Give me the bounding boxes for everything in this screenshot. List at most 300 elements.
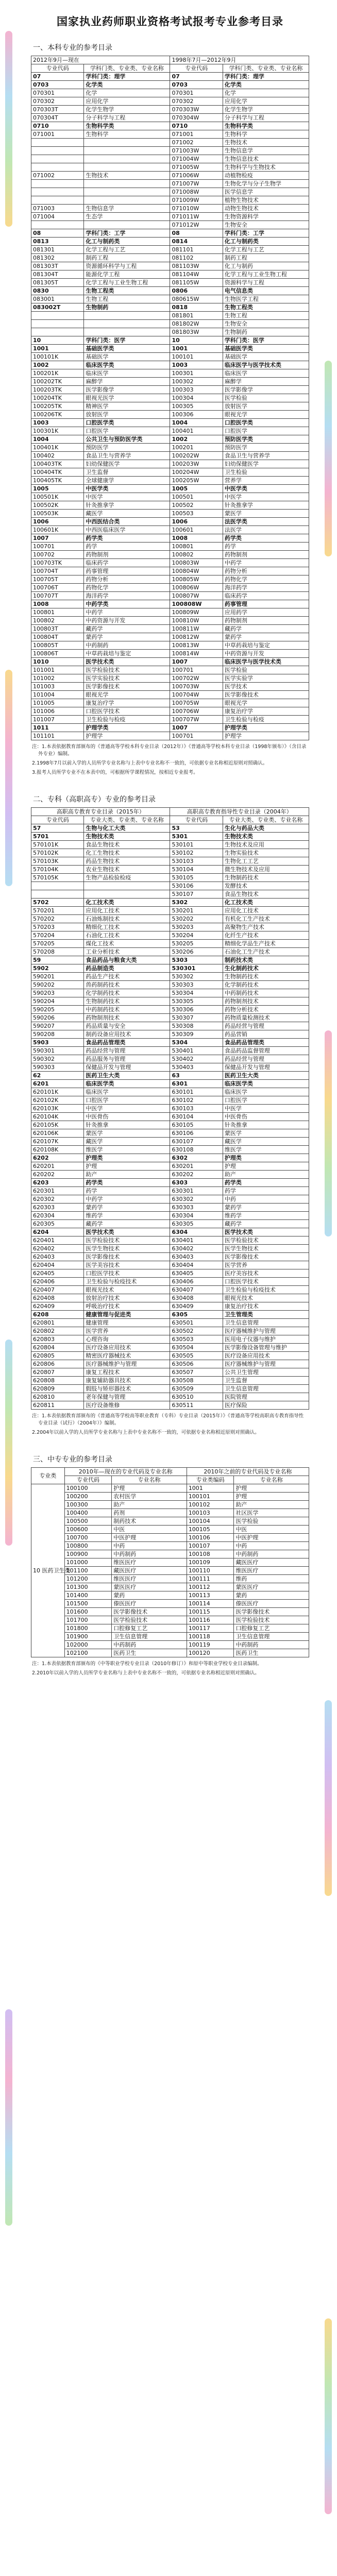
table-row: [31, 1030, 309, 1039]
code-cell: 100802: [31, 617, 84, 625]
name-cell: 应用化学: [223, 97, 309, 106]
code-cell: 100104: [187, 1517, 234, 1526]
name-cell: 医学美容技术: [84, 1261, 170, 1269]
table-row: [31, 238, 309, 246]
table-row: [31, 824, 309, 833]
table-row: [31, 567, 309, 575]
table-row: [31, 1006, 309, 1014]
name-cell: 中西医临床医学: [84, 526, 170, 534]
code-cell: 630302: [170, 1195, 223, 1204]
code-cell: [31, 155, 84, 163]
code-cell: 630511: [170, 1401, 223, 1410]
code-cell: 620401: [31, 1236, 84, 1245]
code-cell: 100801: [31, 608, 84, 617]
name-cell: 中药学: [84, 1195, 170, 1204]
name-cell: 药学: [84, 1187, 170, 1195]
name-cell: 医学影像技术: [223, 1253, 309, 1261]
name-cell: 化学: [84, 89, 170, 97]
code-cell: 071011W: [170, 213, 223, 221]
name-cell: 学科门类：医学: [223, 336, 309, 345]
name-cell: 高聚物生产技术: [223, 923, 309, 931]
code-cell: 071012W: [170, 221, 223, 229]
name-cell: 中医: [112, 1526, 187, 1534]
name-cell: 中药资源与开发: [84, 617, 170, 625]
name-cell: 藏药学: [84, 625, 170, 633]
code-cell: 100110: [187, 1567, 234, 1575]
code-cell: 100805W: [170, 575, 223, 584]
code-cell: [31, 890, 84, 899]
code-cell: 071002: [170, 139, 223, 147]
name-cell: 生物技术类: [223, 833, 309, 841]
name-cell: 蒙药学: [84, 1204, 170, 1212]
code-cell: 102000: [64, 1641, 112, 1649]
code-cell: 590301: [31, 1047, 84, 1055]
code-cell: 1003: [170, 361, 223, 369]
code-cell: 530203: [170, 923, 223, 931]
code-cell: 100202TK: [31, 378, 84, 386]
name-cell: 化工与制药: [223, 262, 309, 270]
table-row: [31, 1368, 309, 1377]
name-cell: 公共卫生与预防医学类: [84, 435, 170, 444]
code-cell: 53: [170, 824, 223, 833]
table-row: [31, 633, 309, 641]
name-cell: 临床医学类: [84, 1080, 170, 1088]
table-row: [31, 81, 309, 89]
code-cell: 570105K: [31, 874, 84, 882]
code-cell: 57: [31, 824, 84, 833]
table-row: [31, 1542, 309, 1550]
name-cell: 中药制药技术: [223, 989, 309, 997]
code-cell: 630106: [170, 1129, 223, 1138]
code-cell: 620304: [31, 1212, 84, 1220]
code-cell: 101006: [31, 707, 84, 716]
table-row: [31, 1063, 309, 1072]
code-cell: 530104: [170, 866, 223, 874]
table-row: [31, 551, 309, 559]
name-cell: 妇幼保健医学: [84, 460, 170, 468]
code-cell: 620104K: [31, 1113, 84, 1121]
code-cell: 100108: [187, 1550, 234, 1558]
code-cell: 100119: [187, 1641, 234, 1649]
name-header: 学科门类、专业类、专业名称: [84, 64, 170, 73]
table-row: [31, 907, 309, 915]
name-cell: [84, 188, 170, 196]
code-cell: 101002: [31, 674, 84, 683]
table-row: [31, 650, 309, 658]
code-cell: 1004: [170, 419, 223, 427]
name-cell: 呼吸治疗技术: [84, 1302, 170, 1311]
code-cell: [31, 196, 84, 205]
table-row: [31, 435, 309, 444]
name-cell: 药品质量与安全: [84, 1022, 170, 1030]
code-cell: 081303T: [31, 262, 84, 270]
name-cell: 动物生物技术: [223, 205, 309, 213]
code-cell: 530201: [170, 907, 223, 915]
table-row: [31, 1509, 309, 1517]
table-row: [31, 1575, 309, 1583]
code-cell: 100105: [187, 1526, 234, 1534]
code-cell: 620407: [31, 1286, 84, 1294]
table-row: [31, 1624, 309, 1633]
name-cell: 生物制药技术: [84, 997, 170, 1006]
code-cell: 530401: [170, 1047, 223, 1055]
name-cell: 生物制药技术: [223, 973, 309, 981]
name-cell: 生物技术类: [84, 833, 170, 841]
code-cell: 630401: [170, 1236, 223, 1245]
code-cell: 100106: [187, 1534, 234, 1542]
code-cell: 6204: [31, 1228, 84, 1236]
name-header: 专业大类、专业类、专业名称: [223, 816, 309, 824]
name-cell: 医学营养: [84, 1327, 170, 1335]
code-cell: 630202: [170, 1171, 223, 1179]
name-cell: 放射治疗技术: [84, 1294, 170, 1302]
code-cell: 071010W: [170, 205, 223, 213]
name-cell: 植物生物技术: [223, 196, 309, 205]
name-cell: 化纤生产技术: [223, 931, 309, 940]
table-row: [31, 254, 309, 262]
name-cell: 藏药学: [223, 625, 309, 633]
name-cell: 中医护理: [112, 1534, 187, 1542]
code-cell: 630408: [170, 1294, 223, 1302]
secondary-table-body: [31, 1484, 309, 1657]
code-cell: 1002: [31, 361, 84, 369]
code-cell: 0710: [170, 122, 223, 130]
name-cell: 中药制药技术: [84, 1006, 170, 1014]
name-cell: 卫生信息管理: [112, 1633, 187, 1641]
name-cell: 药物制剂技术: [84, 1014, 170, 1022]
table-row: [31, 1600, 309, 1608]
code-header: 专业代码: [31, 816, 84, 824]
section1-heading: 一、本科专业的参考目录: [33, 44, 112, 52]
name-cell: [84, 155, 170, 163]
name-cell: 口腔医学: [84, 1096, 170, 1105]
code-cell: 59: [31, 956, 84, 964]
code-cell: 5701: [31, 833, 84, 841]
name-cell: 石油化工技术: [84, 931, 170, 940]
name-cell: 预防医学: [84, 444, 170, 452]
table-row: [31, 1278, 309, 1286]
name-cell: 卫生监督: [223, 1377, 309, 1385]
name-cell: 中医学: [223, 1105, 309, 1113]
name-cell: 蒙药: [112, 1591, 187, 1600]
code-cell: 100117: [187, 1624, 234, 1633]
table-row: [31, 270, 309, 279]
code-cell: 530103: [170, 857, 223, 866]
table-row: [31, 1360, 309, 1368]
code-cell: 630303: [170, 1204, 223, 1212]
right-ribbon-decoration: [325, 1700, 332, 1896]
name-cell: 生物信息技术: [223, 155, 309, 163]
name-cell: 化学类: [84, 81, 170, 89]
name-cell: 中药制药: [234, 1641, 309, 1649]
section2-heading: 二、专科（高职高专）专业的参考目录: [33, 795, 156, 804]
name-cell: 预防医学类: [223, 435, 309, 444]
name-cell: 康复辅助器具技术: [84, 1377, 170, 1385]
name-cell: 护理学类: [84, 724, 170, 732]
code-cell: 100812W: [170, 633, 223, 641]
table-row: [31, 1212, 309, 1220]
code-header: 专业类编码: [187, 1476, 234, 1484]
table-row: [31, 163, 309, 172]
name-cell: 假肢与矫形器技术: [84, 1385, 170, 1393]
name-cell: 生物信息学: [223, 147, 309, 155]
code-cell: [31, 312, 84, 320]
table-row: [31, 940, 309, 948]
section1-notes: [32, 743, 308, 776]
note: 注：1.本表依据教育部颁布的《中等职业学校专业目录（2010年修订）》和原中等职业学校专业目录编制。: [32, 1661, 262, 1667]
name-cell: 动植物检疫: [223, 172, 309, 180]
code-cell: 1011: [31, 724, 84, 732]
code-cell: 083001: [31, 295, 84, 303]
name-cell: 中医学: [84, 493, 170, 501]
name-cell: 石油炼制技术: [84, 915, 170, 923]
table-row: [31, 180, 309, 188]
code-cell: 1001: [187, 1484, 234, 1493]
code-cell: 530301: [170, 964, 223, 973]
table-row: [31, 882, 309, 890]
code-cell: 620804: [31, 1344, 84, 1352]
code-cell: 100118: [187, 1633, 234, 1641]
table-row: [31, 287, 309, 295]
name-cell: 针灸推拿: [84, 1121, 170, 1129]
code-cell: 620408: [31, 1294, 84, 1302]
table-row: [31, 575, 309, 584]
code-cell: 630104: [170, 1113, 223, 1121]
code-cell: 0806: [170, 287, 223, 295]
code-cell: 630504: [170, 1344, 223, 1352]
code-cell: 071003: [31, 205, 84, 213]
code-cell: 100805T: [31, 641, 84, 650]
table-row: [31, 1253, 309, 1261]
name-cell: 医学检验: [234, 1517, 309, 1526]
name-cell: 医学影像设备管理与维护: [223, 1344, 309, 1352]
code-cell: 1003: [31, 419, 84, 427]
name-cell: 生物科学类: [223, 122, 309, 130]
name-cell: 康复治疗学: [84, 699, 170, 707]
name-cell: 生物实验技术: [223, 849, 309, 857]
category-header: 专业类: [31, 1468, 65, 1484]
table-row: [31, 279, 309, 287]
code-cell: 100109: [187, 1558, 234, 1567]
table-row: [31, 857, 309, 866]
table-row: [31, 931, 309, 940]
name-cell: 化学生物学: [223, 106, 309, 114]
period-header-old: 2010年之前的专业代码及专业名称: [187, 1468, 309, 1476]
code-cell: 100204TK: [31, 394, 84, 402]
table-row: [31, 707, 309, 716]
name-cell: 康复治疗技术: [223, 1302, 309, 1311]
table-row: [31, 303, 309, 312]
catalog-header-2004: 高职高专教育指导性专业目录（2004年）: [170, 808, 309, 816]
name-cell: 学科门类：理学: [223, 73, 309, 81]
code-cell: 100304: [170, 394, 223, 402]
table-row: [31, 964, 309, 973]
period-header-new: 2012年9月—现在: [31, 56, 170, 64]
table-row: [31, 1014, 309, 1022]
name-cell: 公共卫生管理: [223, 1368, 309, 1377]
table-row: [31, 444, 309, 452]
code-cell: 5903: [31, 1039, 84, 1047]
code-cell: 630405: [170, 1269, 223, 1278]
table-row: [31, 559, 309, 567]
code-cell: 630505: [170, 1352, 223, 1360]
code-cell: 1005: [31, 485, 84, 493]
code-cell: 100301K: [31, 427, 84, 435]
table-row: [31, 345, 309, 353]
table-row: [31, 411, 309, 419]
code-cell: [31, 188, 84, 196]
code-cell: 5902: [31, 964, 84, 973]
code-cell: 620105K: [31, 1121, 84, 1129]
code-cell: [31, 163, 84, 172]
table-row: [31, 1195, 309, 1204]
code-cell: 570102K: [31, 849, 84, 857]
name-cell: 藏药学: [84, 1220, 170, 1228]
code-header: 专业代码: [64, 1476, 112, 1484]
table-row: [31, 213, 309, 221]
name-cell: 微生物技术及应用: [223, 866, 309, 874]
name-cell: 维药: [234, 1575, 309, 1583]
name-cell: 医疗器械维护与管理: [84, 1360, 170, 1368]
code-cell: 630508: [170, 1377, 223, 1385]
name-cell: 卫生信息管理: [234, 1633, 309, 1641]
code-cell: 5702: [31, 899, 84, 907]
table-row: [31, 1138, 309, 1146]
code-cell: 100814W: [170, 650, 223, 658]
code-cell: 620101K: [31, 1088, 84, 1096]
note: 2.2010年以前入学的人员所学专业名称与上表中专业名称不一致的，可依据专业名称相近原则对照确认。: [32, 1670, 260, 1676]
code-cell: 100305: [170, 402, 223, 411]
code-cell: 620108K: [31, 1146, 84, 1154]
code-cell: 080615W: [170, 295, 223, 303]
code-cell: 08: [31, 229, 84, 238]
code-cell: 100300: [64, 1501, 112, 1509]
code-cell: 100804W: [170, 567, 223, 575]
name-cell: 卫生检验: [223, 468, 309, 477]
code-cell: 620810: [31, 1393, 84, 1401]
table-row: [31, 997, 309, 1006]
code-cell: 100501K: [31, 493, 84, 501]
code-cell: 100702: [31, 551, 84, 559]
code-cell: 100502: [170, 501, 223, 510]
code-cell: 100601: [170, 526, 223, 534]
name-cell: 生物制药技术: [223, 874, 309, 882]
name-cell: 生物化学与分子生物学: [223, 180, 309, 188]
name-cell: 精细化工技术: [84, 923, 170, 931]
code-cell: 620405: [31, 1269, 84, 1278]
name-cell: 医疗设备应用技术: [223, 1352, 309, 1360]
table-row: [31, 320, 309, 328]
name-cell: 中草药栽培与鉴定: [84, 650, 170, 658]
name-cell: 针灸推拿学: [84, 501, 170, 510]
table-row: [31, 378, 309, 386]
code-cell: 100120: [187, 1649, 234, 1657]
code-cell: 5302: [170, 899, 223, 907]
period-header-old: 1998年7月—2012年9月: [170, 56, 309, 64]
code-cell: 100306: [170, 411, 223, 419]
code-cell: 590205: [31, 1006, 84, 1014]
name-cell: 药物制剂: [223, 551, 309, 559]
name-header: 专业名称: [234, 1476, 309, 1484]
table-row: [31, 608, 309, 617]
name-cell: [84, 882, 170, 890]
table-row: [31, 1319, 309, 1327]
name-cell: 口腔医学技术: [84, 707, 170, 716]
table-row: [31, 1401, 309, 1410]
code-cell: 100403TK: [31, 460, 84, 468]
code-cell: 620807: [31, 1368, 84, 1377]
name-cell: 化工与制药类: [223, 238, 309, 246]
name-cell: 放射医学: [84, 411, 170, 419]
code-cell: 6201: [31, 1080, 84, 1088]
code-cell: 100200: [64, 1493, 112, 1501]
table-row: [31, 1526, 309, 1534]
code-cell: 620302: [31, 1195, 84, 1204]
name-cell: 医疗器械维护与管理: [223, 1360, 309, 1368]
name-cell: 药物化学: [223, 575, 309, 584]
code-cell: 100114: [187, 1600, 234, 1608]
name-cell: 口腔医学技术: [223, 1278, 309, 1286]
section2-notes: [32, 1413, 308, 1436]
code-cell: 081105W: [170, 279, 223, 287]
table-row: [31, 518, 309, 526]
code-cell: 0703: [170, 81, 223, 89]
code-cell: 1007: [170, 658, 223, 666]
table-row: [31, 1344, 309, 1352]
code-cell: 570201: [31, 907, 84, 915]
code-cell: 620806: [31, 1360, 84, 1368]
table-row: [31, 246, 309, 254]
code-cell: 100809W: [170, 608, 223, 617]
table-row: [31, 1294, 309, 1302]
name-cell: 康复治疗学: [223, 707, 309, 716]
name-cell: 基础医学: [223, 353, 309, 361]
name-cell: 医疗设备维修: [84, 1401, 170, 1410]
code-cell: 100301: [170, 369, 223, 378]
code-cell: 100401K: [31, 444, 84, 452]
table-row: [31, 89, 309, 97]
code-cell: 620107K: [31, 1138, 84, 1146]
name-cell: 医学检验技术: [223, 1236, 309, 1245]
table-row: [31, 1335, 309, 1344]
code-cell: 100401: [170, 427, 223, 435]
code-cell: 101004: [31, 691, 84, 699]
table-row: [31, 369, 309, 378]
code-cell: 1008: [31, 600, 84, 608]
code-cell: 100704T: [31, 567, 84, 575]
name-cell: 药品经营与管理: [223, 1055, 309, 1063]
code-cell: 100703W: [170, 683, 223, 691]
name-cell: 临床医学类: [223, 1080, 309, 1088]
name-cell: 医学检验技术: [234, 1616, 309, 1624]
table-row: [31, 394, 309, 402]
table-row: [31, 617, 309, 625]
name-cell: 食品药品管理类: [223, 1039, 309, 1047]
code-cell: 0703: [31, 81, 84, 89]
name-cell: 食品药品监督管理: [223, 1047, 309, 1055]
table-row: [31, 732, 309, 740]
code-cell: 1002: [170, 435, 223, 444]
name-cell: 中医学: [84, 1105, 170, 1113]
code-cell: 620106K: [31, 1129, 84, 1138]
name-cell: 医学技术类: [84, 1228, 170, 1236]
table-row: [31, 1633, 309, 1641]
name-cell: 药学: [223, 543, 309, 551]
code-cell: 590202: [31, 981, 84, 989]
code-cell: 100503: [170, 510, 223, 518]
table-row: [31, 981, 309, 989]
code-cell: 630409: [170, 1302, 223, 1311]
